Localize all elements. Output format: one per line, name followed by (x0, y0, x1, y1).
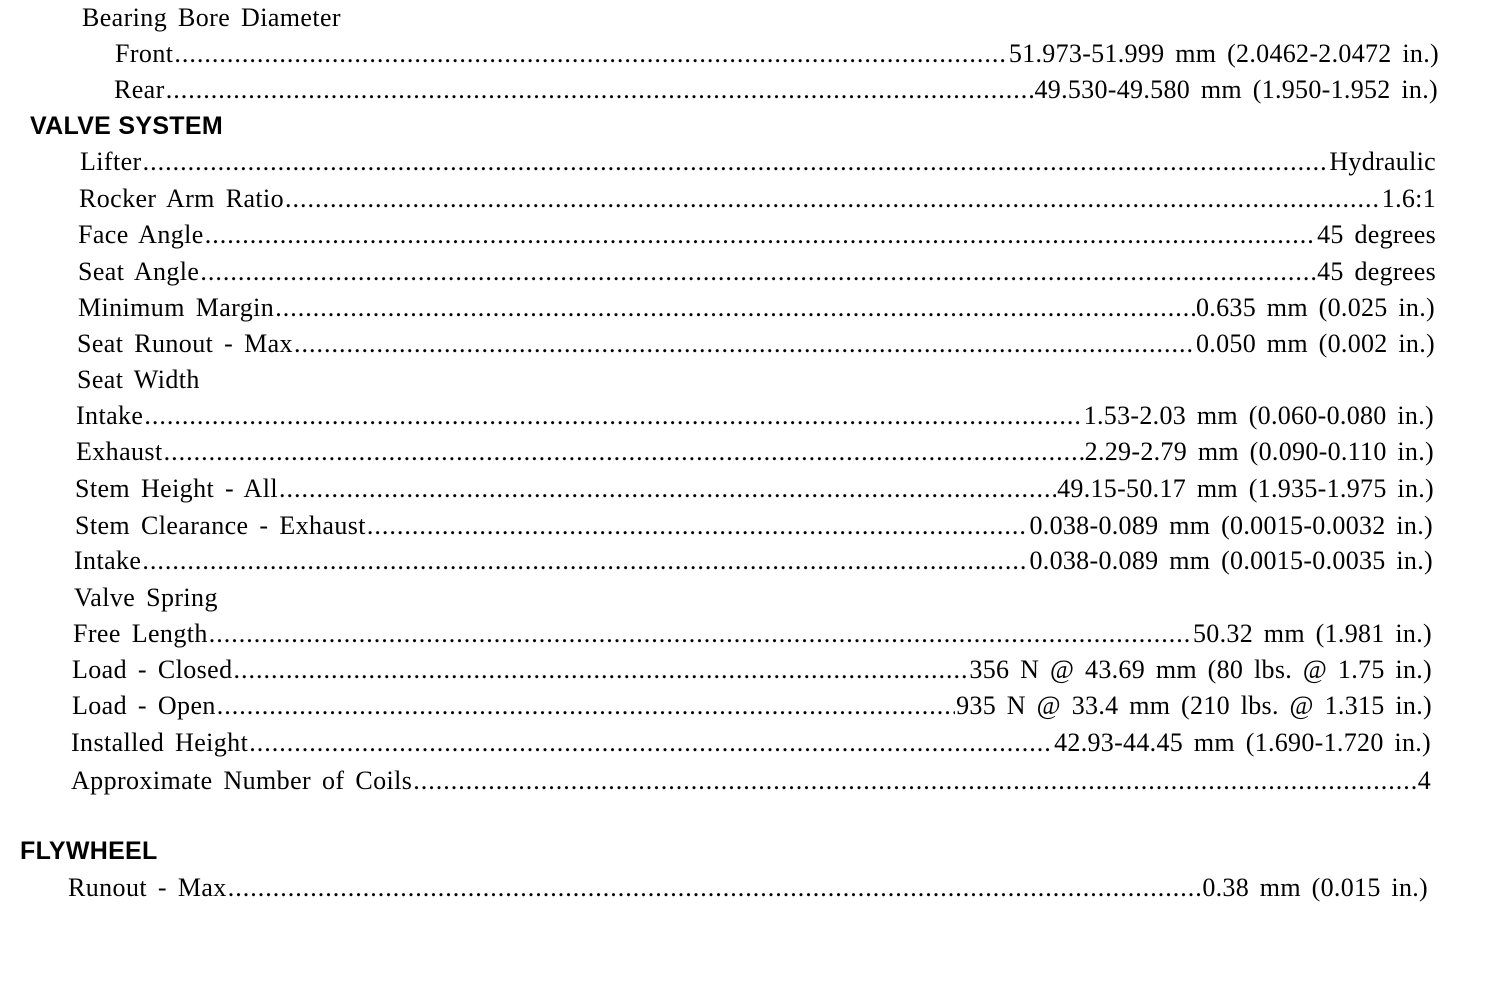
spec-label: Exhaust (76, 437, 163, 466)
spec-row-seat-angle (78, 256, 1436, 288)
dot-leader (413, 765, 1416, 797)
spec-row-stem-clearance-exhaust (75, 510, 1433, 542)
spec-value: 0.050 mm (0.002 in.) (1196, 329, 1435, 358)
dot-leader (228, 872, 1202, 904)
spec-value: 49.15-50.17 mm (1.935-1.975 in.) (1057, 474, 1434, 503)
spec-row-seat-runout (77, 328, 1435, 360)
spec-row-flywheel-runout (68, 872, 1428, 904)
dot-leader (249, 727, 1053, 759)
spec-label: Front (115, 39, 174, 68)
spec-row-lifter (80, 146, 1436, 178)
spec-value: 49.530-49.580 mm (1.950-1.952 in.) (1034, 75, 1438, 104)
spec-value: 935 N @ 33.4 mm (210 lbs. @ 1.315 in.) (956, 691, 1432, 720)
dot-leader (285, 183, 1381, 215)
spec-row-stem-clearance-intake (74, 545, 1433, 577)
valve-spring-label: Valve Spring (74, 583, 218, 612)
dot-leader (294, 328, 1195, 360)
spec-value: 50.32 mm (1.981 in.) (1193, 619, 1432, 648)
spec-row-stem-height (75, 473, 1434, 505)
spec-label: Stem Clearance - Exhaust (75, 511, 366, 540)
spec-row-number-of-coils (71, 765, 1431, 797)
spec-label: Rocker Arm Ratio (79, 184, 285, 213)
spec-label: Lifter (80, 147, 142, 176)
spec-label: Seat Angle (78, 257, 200, 286)
section-heading-valve-system: VALVE SYSTEM (30, 112, 223, 140)
spec-value: 356 N @ 43.69 mm (80 lbs. @ 1.75 in.) (969, 655, 1432, 684)
spec-label: Seat Runout - Max (77, 329, 293, 358)
spec-value: 42.93-44.45 mm (1.690-1.720 in.) (1054, 728, 1431, 757)
spec-value: 45 degrees (1317, 257, 1436, 286)
spec-label: Intake (76, 401, 144, 430)
dot-leader (200, 256, 1316, 288)
dot-leader (174, 38, 1008, 70)
dot-leader (209, 618, 1192, 650)
spec-row-bearing-front (115, 38, 1439, 70)
spec-label: Load - Open (72, 691, 216, 720)
spec-label: Installed Height (71, 728, 249, 757)
spec-row-load-open (72, 690, 1432, 722)
spec-row-seat-width-intake (76, 400, 1434, 432)
spec-label: Free Length (73, 619, 208, 648)
spec-value: 0.038-0.089 mm (0.0015-0.0035 in.) (1029, 546, 1433, 575)
spec-value: 0.635 mm (0.025 in.) (1196, 293, 1435, 322)
spec-value: 0.38 mm (0.015 in.) (1202, 873, 1428, 902)
dot-leader (234, 654, 969, 686)
spec-row-free-length (73, 618, 1432, 650)
section-heading-flywheel: FLYWHEEL (20, 837, 158, 865)
dot-leader (164, 436, 1084, 468)
spec-row-seat-width-exhaust (76, 436, 1434, 468)
spec-label: Stem Height - All (75, 474, 278, 503)
dot-leader (142, 545, 1028, 577)
spec-value: 2.29-2.79 mm (0.090-0.110 in.) (1084, 437, 1434, 466)
spec-label: Approximate Number of Coils (71, 766, 413, 795)
dot-leader (275, 292, 1195, 324)
spec-label: Minimum Margin (78, 293, 275, 322)
dot-leader (205, 219, 1316, 251)
dot-leader (367, 510, 1029, 542)
dot-leader (217, 690, 955, 722)
dot-leader (279, 473, 1056, 505)
spec-row-bearing-rear (114, 74, 1438, 106)
spec-row-minimum-margin (78, 292, 1435, 324)
spec-value: 4 (1417, 766, 1431, 795)
spec-value: Hydraulic (1329, 147, 1436, 176)
bearing-bore-diameter-label: Bearing Bore Diameter (82, 3, 341, 32)
spec-value: 0.038-0.089 mm (0.0015-0.0032 in.) (1029, 511, 1433, 540)
spec-label: Load - Closed (72, 655, 233, 684)
spec-row-installed-height (71, 727, 1431, 759)
dot-leader (143, 146, 1329, 178)
spec-value: 45 degrees (1317, 220, 1436, 249)
spec-label: Rear (114, 75, 165, 104)
spec-value: 51.973-51.999 mm (2.0462-2.0472 in.) (1008, 39, 1439, 68)
seat-width-label: Seat Width (77, 365, 200, 394)
spec-label: Runout - Max (68, 873, 227, 902)
spec-value: 1.53-2.03 mm (0.060-0.080 in.) (1083, 401, 1434, 430)
dot-leader (144, 400, 1082, 432)
spec-row-load-closed (72, 654, 1432, 686)
dot-leader (166, 74, 1034, 106)
spec-row-face-angle (78, 219, 1436, 251)
spec-label: Face Angle (78, 220, 204, 249)
spec-value: 1.6:1 (1381, 184, 1436, 213)
spec-row-rocker-arm-ratio (79, 183, 1436, 215)
spec-label: Intake (74, 546, 142, 575)
